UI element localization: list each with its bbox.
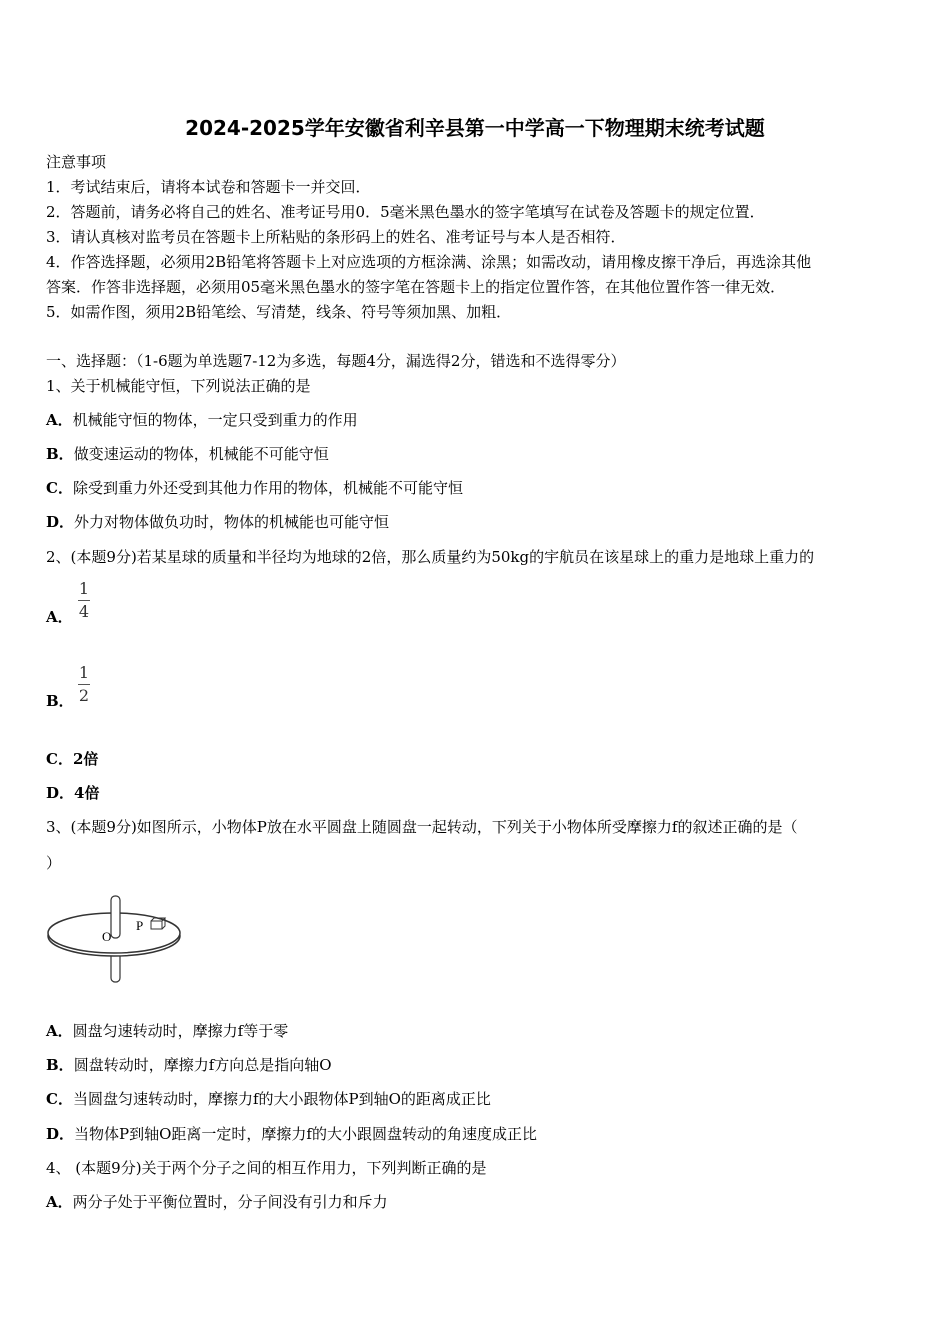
notice-item: 4．作答选择题，必须用2B铅笔将答题卡上对应选项的方框涂满、涂黑；如需改动，请用橡皮擦干净后，再选涂其他 [46, 253, 812, 271]
q4-option-a [46, 1192, 388, 1212]
block-p [151, 921, 162, 929]
option-label: B． [46, 1056, 74, 1074]
label-o: O [102, 929, 112, 944]
notice-item: 2．答题前，请务必将自己的姓名、准考证号用0．5毫米黑色墨水的签字笔填写在试卷及答题卡的规定位置． [46, 203, 765, 221]
option-text: 机械能守恒的物体，一定只受到重力的作用 [72, 411, 358, 429]
option-text: 当圆盘匀速转动时，摩擦力f的大小跟物体P到轴O的距离成正比 [72, 1090, 491, 1108]
fraction-numerator: 1 [78, 663, 90, 682]
fraction-bar [78, 600, 90, 601]
axle-upper [111, 896, 120, 938]
notice-item: 5．如需作图，须用2B铅笔绘、写清楚，线条、符号等须加黑、加粗． [46, 303, 512, 321]
q2-option-d [46, 783, 99, 803]
option-label: D． [46, 1125, 75, 1143]
option-label: D． [46, 784, 75, 802]
section-heading: 一、选择题：（1-6题为单选题7-12为多选，每题4分，漏选得2分，错选和不选得零分） [46, 352, 626, 370]
notice-item: 3．请认真核对监考员在答题卡上所粘贴的条形码上的姓名、准考证号与本人是否相符． [46, 228, 626, 246]
fraction-denominator: 4 [78, 602, 90, 621]
q2-option-c [46, 749, 98, 769]
q1-option-a [46, 410, 358, 430]
option-text: 两分子处于平衡位置时，分子间没有引力和斥力 [72, 1193, 388, 1211]
option-label: A． [46, 411, 73, 429]
label-p: P [136, 918, 144, 933]
question-3-stem-end: ） [46, 854, 62, 872]
question-4-stem: 4、 (本题9分)关于两个分子之间的相互作用力，下列判断正确的是 [46, 1159, 487, 1177]
rotating-disc-figure [44, 892, 184, 987]
q2-option-b-label: B． [46, 692, 74, 710]
option-text: 4倍 [74, 784, 100, 802]
option-text: 2倍 [72, 750, 99, 768]
fraction-bar [78, 684, 90, 685]
question-2-stem: 2、(本题9分)若某星球的质量和半径均为地球的2倍，那么质量约为50kg的宇航员在该星球上的重力是地球上重力的 [46, 548, 815, 566]
option-label: B． [46, 445, 74, 463]
option-label: C． [46, 1090, 73, 1108]
option-label: C． [46, 750, 73, 768]
option-text: 外力对物体做负功时，物体的机械能也可能守恒 [74, 513, 390, 531]
option-text: 做变速运动的物体，机械能不可能守恒 [73, 445, 329, 463]
question-3-stem: 3、(本题9分)如图所示，小物体P放在水平圆盘上随圆盘一起转动，下列关于小物体所受摩擦力f的叙述正确的是（ [46, 818, 798, 836]
option-label: D． [46, 513, 75, 531]
q3-option-d [46, 1124, 537, 1144]
question-1-stem: 1、关于机械能守恒，下列说法正确的是 [46, 377, 311, 395]
option-label: C． [46, 479, 73, 497]
option-text: 圆盘匀速转动时，摩擦力f等于零 [72, 1022, 289, 1040]
option-text: 除受到重力外还受到其他力作用的物体，机械能不可能守恒 [72, 479, 463, 497]
q1-option-b [46, 444, 329, 464]
option-text: 当物体P到轴O距离一定时，摩擦力f的大小跟圆盘转动的角速度成正比 [74, 1125, 537, 1143]
q3-option-a [46, 1021, 288, 1041]
q2-option-a-label: A． [46, 608, 73, 626]
q3-option-b [46, 1055, 332, 1075]
page-title: 2024-2025学年安徽省利辛县第一中学高一下物理期末统考试题 [185, 116, 765, 140]
q3-option-c [46, 1089, 491, 1109]
notice-item: 1．考试结束后，请将本试卷和答题卡一并交回． [46, 178, 371, 196]
q1-option-d [46, 512, 389, 532]
option-text: 圆盘转动时，摩擦力f方向总是指向轴O [73, 1056, 332, 1074]
option-label: A． [46, 1193, 73, 1211]
q1-option-c [46, 478, 463, 498]
notice-item: 答案．作答非选择题，必须用05毫米黑色墨水的签字笔在答题卡上的指定位置作答，在其他位置作答一律无效． [46, 278, 786, 296]
option-label: A． [46, 1022, 73, 1040]
fraction-denominator: 2 [78, 686, 90, 705]
q2-option-b-fraction [78, 664, 90, 705]
fraction-numerator: 1 [78, 579, 90, 598]
notice-heading: 注意事项 [46, 153, 107, 171]
q2-option-a-fraction [78, 580, 90, 621]
